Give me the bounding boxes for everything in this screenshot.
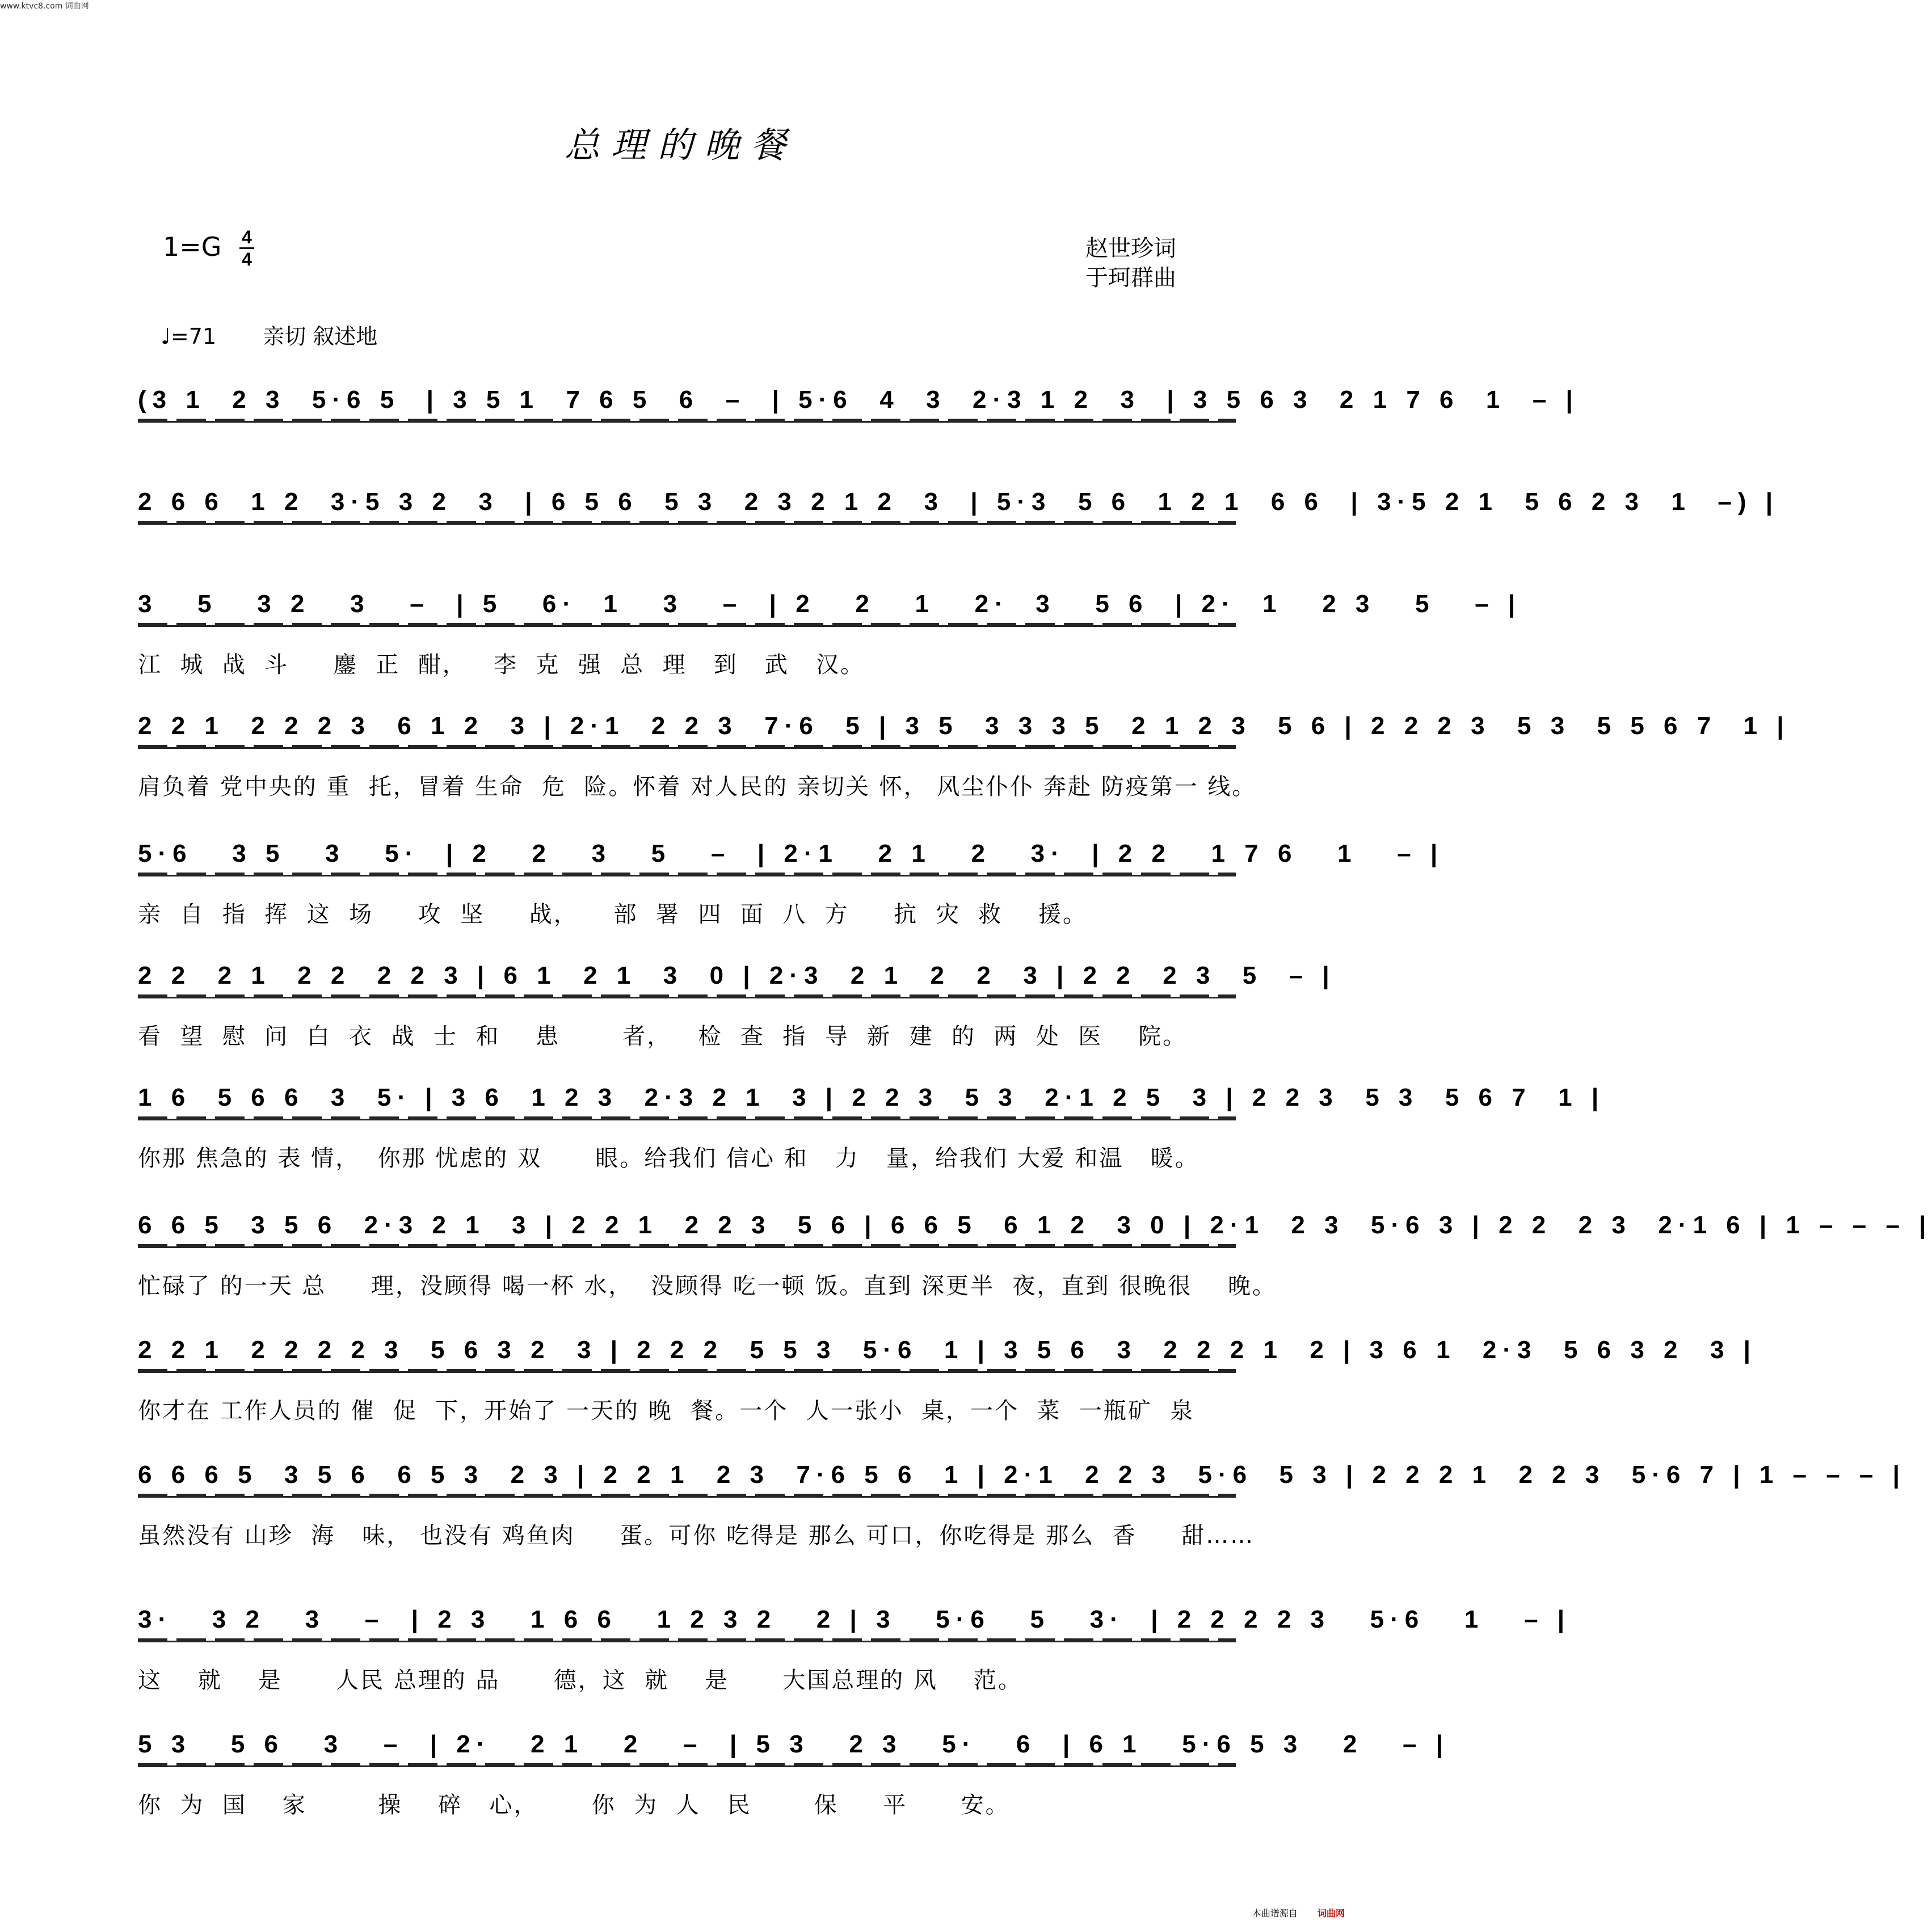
score-line bbox=[138, 1461, 1906, 1574]
notation: 2 2 1 2 2 2 2 3 5 6 3 2 3 | 2 2 2 5 5 3 5·6 1 | 3 5 6 3 2 2 2 1 2 | 3 6 1 2·3 5 6 3 2 3 | bbox=[138, 1336, 1757, 1364]
site-url: www.ktvc8.com 词曲网 bbox=[0, 2, 89, 11]
notation: 6 6 6 5 3 5 6 6 5 3 2 3 | 2 2 1 2 3 7·6 5 6 1 | 2·1 2 2 3 5·6 5 3 | 2 2 2 1 2 2 3 5·6 7 | 1 – – – | bbox=[138, 1461, 1906, 1489]
notation: 5 3 5 6 3 – | 2· 2 1 2 – | 5 3 2 3 5· 6 | 6 1 5·6 5 3 2 – | bbox=[138, 1730, 1450, 1758]
notation: 3· 3 2 3 – | 2 3 1 6 6 1 2 3 2 2 | 3 5·6 5 3· | 2 2 2 2 3 5·6 1 – | bbox=[138, 1605, 1571, 1633]
score-line bbox=[138, 962, 1336, 1075]
notation: 3 5 3 2 3 – | 5 6· 1 3 – | 2 2 1 2· 3 5 6 | 2· 1 2 3 5 – | bbox=[138, 590, 1522, 618]
credits bbox=[1085, 234, 1176, 293]
score-line bbox=[138, 1211, 1932, 1325]
time-denominator: 4 bbox=[242, 249, 252, 269]
lyrics: 肩负着 党中央的 重 托，冒着 生命 危 险。怀着 对人民的 亲切关 怀， 风尘仆仆 奔赴 防疫第一 线。 bbox=[138, 774, 1257, 800]
lyrics: 这 就 是 人民 总理的 品 德，这 就 是 大国总理的 风 范。 bbox=[138, 1667, 1022, 1693]
notation: 5·6 3 5 3 5· | 2 2 3 5 – | 2·1 2 1 2 3· | 2 2 1 7 6 1 – | bbox=[138, 840, 1444, 867]
notation: 6 6 5 3 5 6 2·3 2 1 3 | 2 2 1 2 2 3 5 6 | 6 6 5 6 1 2 3 0 | 2·1 2 3 5·6 3 | 2 2 2 3 2·1 6 | 1 – – – | bbox=[138, 1211, 1932, 1239]
notation: 2 6 6 1 2 3·5 3 2 3 | 6 5 6 5 3 2 3 2 1 2 3 | 5·3 5 6 1 2 1 6 6 | 3·5 2 1 5 6 2 3 1 –) | bbox=[138, 488, 1779, 516]
score-line bbox=[138, 386, 1579, 499]
score-line bbox=[138, 590, 1522, 703]
footer-source: 本曲谱源自 bbox=[1252, 1908, 1298, 1919]
score-line bbox=[138, 840, 1444, 953]
tempo-marking: ♩=71 bbox=[161, 324, 217, 349]
score-line bbox=[138, 712, 1790, 825]
score-line bbox=[138, 1730, 1450, 1844]
footer-logo[interactable]: 词曲网 bbox=[1317, 1908, 1345, 1919]
notation: 2 2 1 2 2 2 3 6 1 2 3 | 2·1 2 2 3 7·6 5 | 3 5 3 3 3 5 2 1 2 3 5 6 | 2 2 2 3 5 3 5 5 6 7 1 | bbox=[138, 712, 1790, 740]
lyrics: 你 为 国 家 操 碎 心， 你 为 人 民 保 平 安。 bbox=[138, 1792, 1010, 1818]
score-line bbox=[138, 1336, 1757, 1449]
lyrics: 看 望 慰 问 白 衣 战 士 和 患 者， 检 查 指 导 新 建 的 两 处 医 院。 bbox=[138, 1023, 1188, 1050]
score-line bbox=[138, 488, 1779, 601]
notation: 2 2 2 1 2 2 2 2 3 | 6 1 2 1 3 0 | 2·3 2 1 2 2 3 | 2 2 2 3 5 – | bbox=[138, 962, 1336, 989]
lyrics: 虽然没有 山珍 海 味， 也没有 鸡鱼肉 蛋。可你 吃得是 那么 可口，你吃得是 那么 香 甜…… bbox=[138, 1523, 1255, 1549]
time-signature bbox=[238, 227, 255, 269]
composer: 于珂群曲 bbox=[1085, 265, 1176, 291]
lyrics: 亲 自 指 挥 这 场 攻 坚 战， 部 署 四 面 八 方 抗 灾 救 援。 bbox=[138, 901, 1088, 928]
tempo-line bbox=[161, 319, 377, 350]
notation: 1 6 5 6 6 3 5· | 3 6 1 2 3 2·3 2 1 3 | 2 2 3 5 3 2·1 2 5 3 | 2 2 3 5 3 5 6 7 1 | bbox=[138, 1084, 1605, 1111]
expression-marking: 亲切 叙述地 bbox=[263, 324, 378, 349]
page-title: 总理的晚餐 bbox=[564, 124, 797, 166]
score-line bbox=[138, 1084, 1605, 1197]
lyricist: 赵世珍词 bbox=[1085, 235, 1176, 262]
lyrics: 你才在 工作人员的 催 促 下，开始了 一天的 晚 餐。一个 人一张小 桌，一个 菜 一瓶矿 泉 bbox=[138, 1398, 1195, 1424]
lyrics: 你那 焦急的 表 情， 你那 忧虑的 双 眼。给我们 信心 和 力 量，给我们 大爱 和温 暖。 bbox=[138, 1145, 1199, 1171]
lyrics: 江 城 战 斗 鏖 正 酣， 李 克 强 总 理 到 武 汉。 bbox=[138, 652, 865, 678]
lyrics: 忙碌了 的一天 总 理，没顾得 喝一杯 水， 没顾得 吃一顿 饭。直到 深更半 夜，直到 很晚很 晚。 bbox=[138, 1273, 1277, 1299]
score-line bbox=[138, 1605, 1571, 1719]
footer bbox=[1235, 1906, 1345, 1919]
key-signature: 1=G bbox=[163, 231, 222, 262]
time-numerator: 4 bbox=[242, 227, 252, 247]
notation: (3 1 2 3 5·6 5 | 3 5 1 7 6 5 6 – | 5·6 4 3 2·3 1 2 3 | 3 5 6 3 2 1 7 6 1 – | bbox=[138, 386, 1579, 414]
